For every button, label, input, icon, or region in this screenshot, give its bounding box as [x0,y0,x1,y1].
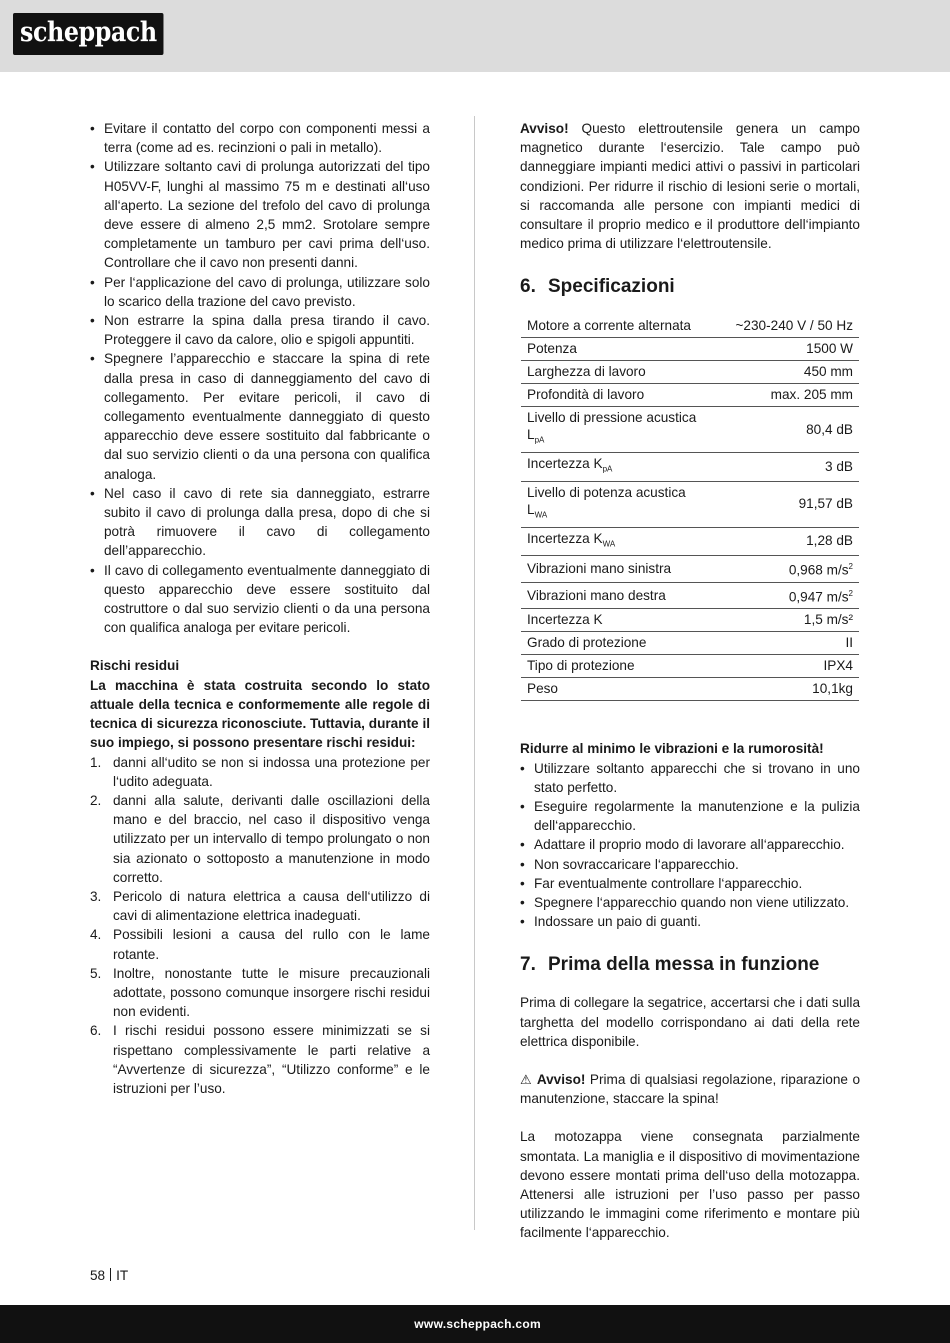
spec-label-cell [521,609,703,632]
spec-label: Potenza [527,341,577,357]
spec-row [521,481,859,527]
list-text: danni all‘udito se non si indossa una protezione per l‘udito adeguata. [113,754,430,789]
page-number [90,1266,128,1285]
spec-value-cell [703,632,859,655]
residual-risks-heading: Rischi residui [90,658,180,674]
section-7-heading [520,953,860,977]
spec-value: max. 205 mm [770,387,853,403]
spec-row [521,384,859,407]
notice-text: Questo elettroutensile genera un campo magnetico durante l‘esercizio. Tale campo può danneggiare impianti medici attivi o passivi in particolari condizioni. Per ridurre il rischio di lesioni serie o mortali, si raccomanda alle persone con impianti medici di consultare il proprio medico e il produttore dell‘impianto medico prima di utilizzare l‘elettroutensile. [520,121,860,252]
list-number: 6. [90,1023,102,1039]
spec-value-cell [703,527,859,556]
spec-label-cell [521,481,703,527]
list-number: 4. [90,927,102,943]
spec-value-cell [703,315,859,338]
spec-label-cell [521,655,703,678]
list-item: • Il cavo di collegamento eventualmente danneggiato di questo apparecchio deve essere sostituito dal costruttore o dal suo servizio clienti o da una persona con qualifica analoga per evitare pericoli. [90,561,430,638]
warning-paragraph [520,1070,860,1108]
list-item [90,791,430,887]
list-item: • Eseguire regolarmente la manutenzione e la pulizia dell‘apparecchio. [520,797,860,835]
list-text: Inoltre, nonostante tutte le misure precauzionali adottate, possono comunque insorgere rischi residui non evidenti. [113,965,430,1020]
spec-label-subscript: WA [534,510,548,520]
section-6-title: Specificazioni [548,276,675,298]
spec-value-cell [703,609,859,632]
section-7-number: 7. [520,954,536,976]
spec-value-cell [703,481,859,527]
spec-value-cell [703,556,859,583]
list-item: • Non sovraccaricare l‘apparecchio. [520,855,860,874]
spec-label-subscript: WA [602,539,616,549]
list-item: • Utilizzare soltanto cavi di prolunga autorizzati del tipo H05VV-F, lunghi al massimo 75 m e destinati all‘uso all‘aperto. La sezione del trefolo del cavo di prolunga deve essere di almeno 2,5 mm2. Srotolare sempre completamente un tamburo per cavi prima dell‘uso. Controllare che il cavo non presenti danni. [90,157,430,272]
notice-label: Avviso! [520,121,569,136]
spec-value: 1,5 m/s² [803,612,853,628]
spec-row [521,453,859,482]
spec-value-superscript: 2 [848,562,853,572]
safety-bullet-list [90,119,430,637]
spec-value-cell [703,453,859,482]
spec-row [521,527,859,556]
language-code: IT [116,1268,129,1283]
vibration-bullet-list [520,759,860,932]
header-bar [0,0,950,72]
spec-label-cell [521,361,703,384]
list-item [90,753,430,791]
spec-label-cell [521,407,703,453]
website-link[interactable]: www.scheppach.com [414,1317,541,1331]
list-item: • Indossare un paio di guanti. [520,912,860,931]
spec-value: 80,4 dB [806,421,853,437]
list-text: I rischi residui possono essere minimizzati se si rispettano complessivamente le parti relative a “Avvertenze di sicurezza”, “Utilizzo conforme” e le istruzioni per l’uso. [113,1023,430,1096]
list-text: danni alla salute, derivanti dalle oscillazioni della mano e del braccio, nel caso il dispositivo venga utilizzato per un intervallo di tempo prolungato o non sia azionato o sottoposto a manutenzione in modo corretto. [113,792,430,885]
spec-label: Incertezza K [527,612,603,628]
list-item: • Utilizzare soltanto apparecchi che si trovano in uno stato perfetto. [520,759,860,797]
list-item: • Spegnere l‘apparecchio quando non viene utilizzato. [520,893,860,912]
spec-label-cell [521,338,703,361]
spec-value: II [845,635,853,651]
section-6-number: 6. [520,276,536,298]
spec-label: Motore a corrente alternata [527,318,691,334]
spec-value: 10,1kg [812,681,853,697]
spec-row [521,632,859,655]
warning-label: Avviso! [536,1072,586,1087]
section-7-paragraph-3: La motozappa viene consegnata parzialmente smontata. La maniglia e il dispositivo di movimentazione devono essere montati prima dell‘uso della motozappa. Attenersi alle istruzioni per l’uso passo per passo utilizzando le immagini come riferimento e montare più facilmente l‘apparecchio. [520,1129,860,1241]
spec-label-subscript: pA [602,464,613,474]
spec-label: Incertezza K [527,530,603,546]
section-6-heading [520,275,860,299]
list-number: 3. [90,888,102,904]
warning-triangle-icon: ⚠ [520,1072,533,1087]
spec-value-cell [703,655,859,678]
spec-row [521,609,859,632]
spec-value: ~230-240 V / 50 Hz [735,318,853,334]
list-item [90,964,430,1022]
brand-logo: scheppach [13,13,164,55]
page-separator [110,1268,111,1281]
spec-label: Livello di potenza acustica L [527,484,686,517]
spec-label-cell [521,384,703,407]
spec-value: 91,57 dB [798,496,853,512]
spec-label-cell [521,453,703,482]
spec-label: Peso [527,681,558,697]
specifications-table [521,315,859,701]
residual-risks-list [90,753,430,1099]
vibration-heading: Ridurre al minimo le vibrazioni e la rumorosità! [520,741,824,757]
spec-value: IPX4 [823,658,853,674]
spec-value: 1500 W [806,341,853,357]
list-item: • Far eventualmente controllare l‘apparecchio. [520,874,860,893]
page-number-value: 58 [90,1268,106,1283]
right-column [520,119,860,1243]
section-7-paragraph-1: Prima di collegare la segatrice, accertarsi che i dati sulla targhetta del modello corrispondano ai dati della rete elettrica disponibile. [520,995,860,1049]
residual-risks-intro: La macchina è stata costruita secondo lo stato attuale della tecnica e conformemente alle regole di tecnica di sicurezza riconosciute. Tuttavia, durante il suo impiego, si possono presentare rischi residui: [90,677,430,751]
list-item: • Nel caso il cavo di rete sia danneggiato, estrarre subito il cavo di prolunga dalla presa, dopo di che si potrà rimuovere il cavo di collegamento dell’apparecchio. [90,484,430,561]
spec-row [521,655,859,678]
spec-label: Tipo di protezione [527,658,635,674]
spec-row [521,678,859,701]
list-text: Pericolo di natura elettrica a causa dell‘utilizzo di cavi di alimentazione elettrica inadeguati. [113,888,430,924]
spec-value: 1,28 dB [806,533,853,549]
list-number: 1. [90,754,102,770]
spec-label: Grado di protezione [527,635,647,651]
spec-label: Profondità di lavoro [527,387,645,403]
spec-row [521,582,859,609]
list-item: • Per l‘applicazione del cavo di prolunga, utilizzare solo lo scarico della trazione del cavo previsto. [90,273,430,311]
spec-label: Livello di pressione acustica L [527,410,697,443]
spec-label: Incertezza K [527,456,603,472]
spec-value: 450 mm [803,364,853,380]
column-divider [474,116,475,1230]
spec-value-cell [703,407,859,453]
magnetic-field-notice [520,119,860,253]
list-item [90,1021,430,1098]
list-number: 2. [90,792,102,808]
spec-label: Vibrazioni mano sinistra [527,561,672,577]
section-7-title: Prima della messa in funzione [548,954,820,976]
spec-label-cell [521,556,703,583]
spec-label: Vibrazioni mano destra [527,587,666,603]
spec-row [521,361,859,384]
spec-row [521,407,859,453]
spec-value: 0,947 m/s [788,589,849,605]
spec-label-cell [521,678,703,701]
list-number: 5. [90,965,102,981]
spec-label-cell [521,632,703,655]
spec-label-cell [521,527,703,556]
spec-value-cell [703,361,859,384]
spec-value-cell [703,678,859,701]
footer-bar [0,1305,950,1343]
spec-value-superscript: 2 [848,588,853,598]
list-item: • Non estrarre la spina dalla presa tirando il cavo. Proteggere il cavo da calore, olio e spigoli appuntiti. [90,311,430,349]
spec-value: 0,968 m/s [788,562,849,578]
left-column [90,119,430,1098]
spec-row [521,315,859,338]
list-item [90,925,430,963]
spec-value: 3 dB [825,459,853,474]
spec-label-subscript: pA [534,436,545,446]
list-item: • Adattare il proprio modo di lavorare all‘apparecchio. [520,835,860,854]
spec-row [521,338,859,361]
list-item: • Spegnere l’apparecchio e staccare la spina di rete dalla presa in caso di danneggiamento del cavo di collegamento. Per evitare pericoli, il cavo di collegamento eventualmente danneggiato di questo apparecchio deve essere sostituito dal fabbricante o dal suo servizio clienti o da una persona con qualifica analoga. [90,349,430,483]
spec-label: Larghezza di lavoro [527,364,646,380]
warning-text: Prima di qualsiasi regolazione, riparazione o manutenzione, staccare la spina! [520,1072,861,1107]
spec-value-cell [703,582,859,609]
spec-label-cell [521,582,703,609]
list-item: • Evitare il contatto del corpo con componenti messi a terra (come ad es. recinzioni o pali in metallo). [90,119,430,157]
list-text: Possibili lesioni a causa del rullo con le lame rotante. [113,927,430,962]
spec-value-cell [703,384,859,407]
spec-label-cell [521,315,703,338]
spec-value-cell [703,338,859,361]
list-item [90,887,430,925]
spec-row [521,556,859,583]
